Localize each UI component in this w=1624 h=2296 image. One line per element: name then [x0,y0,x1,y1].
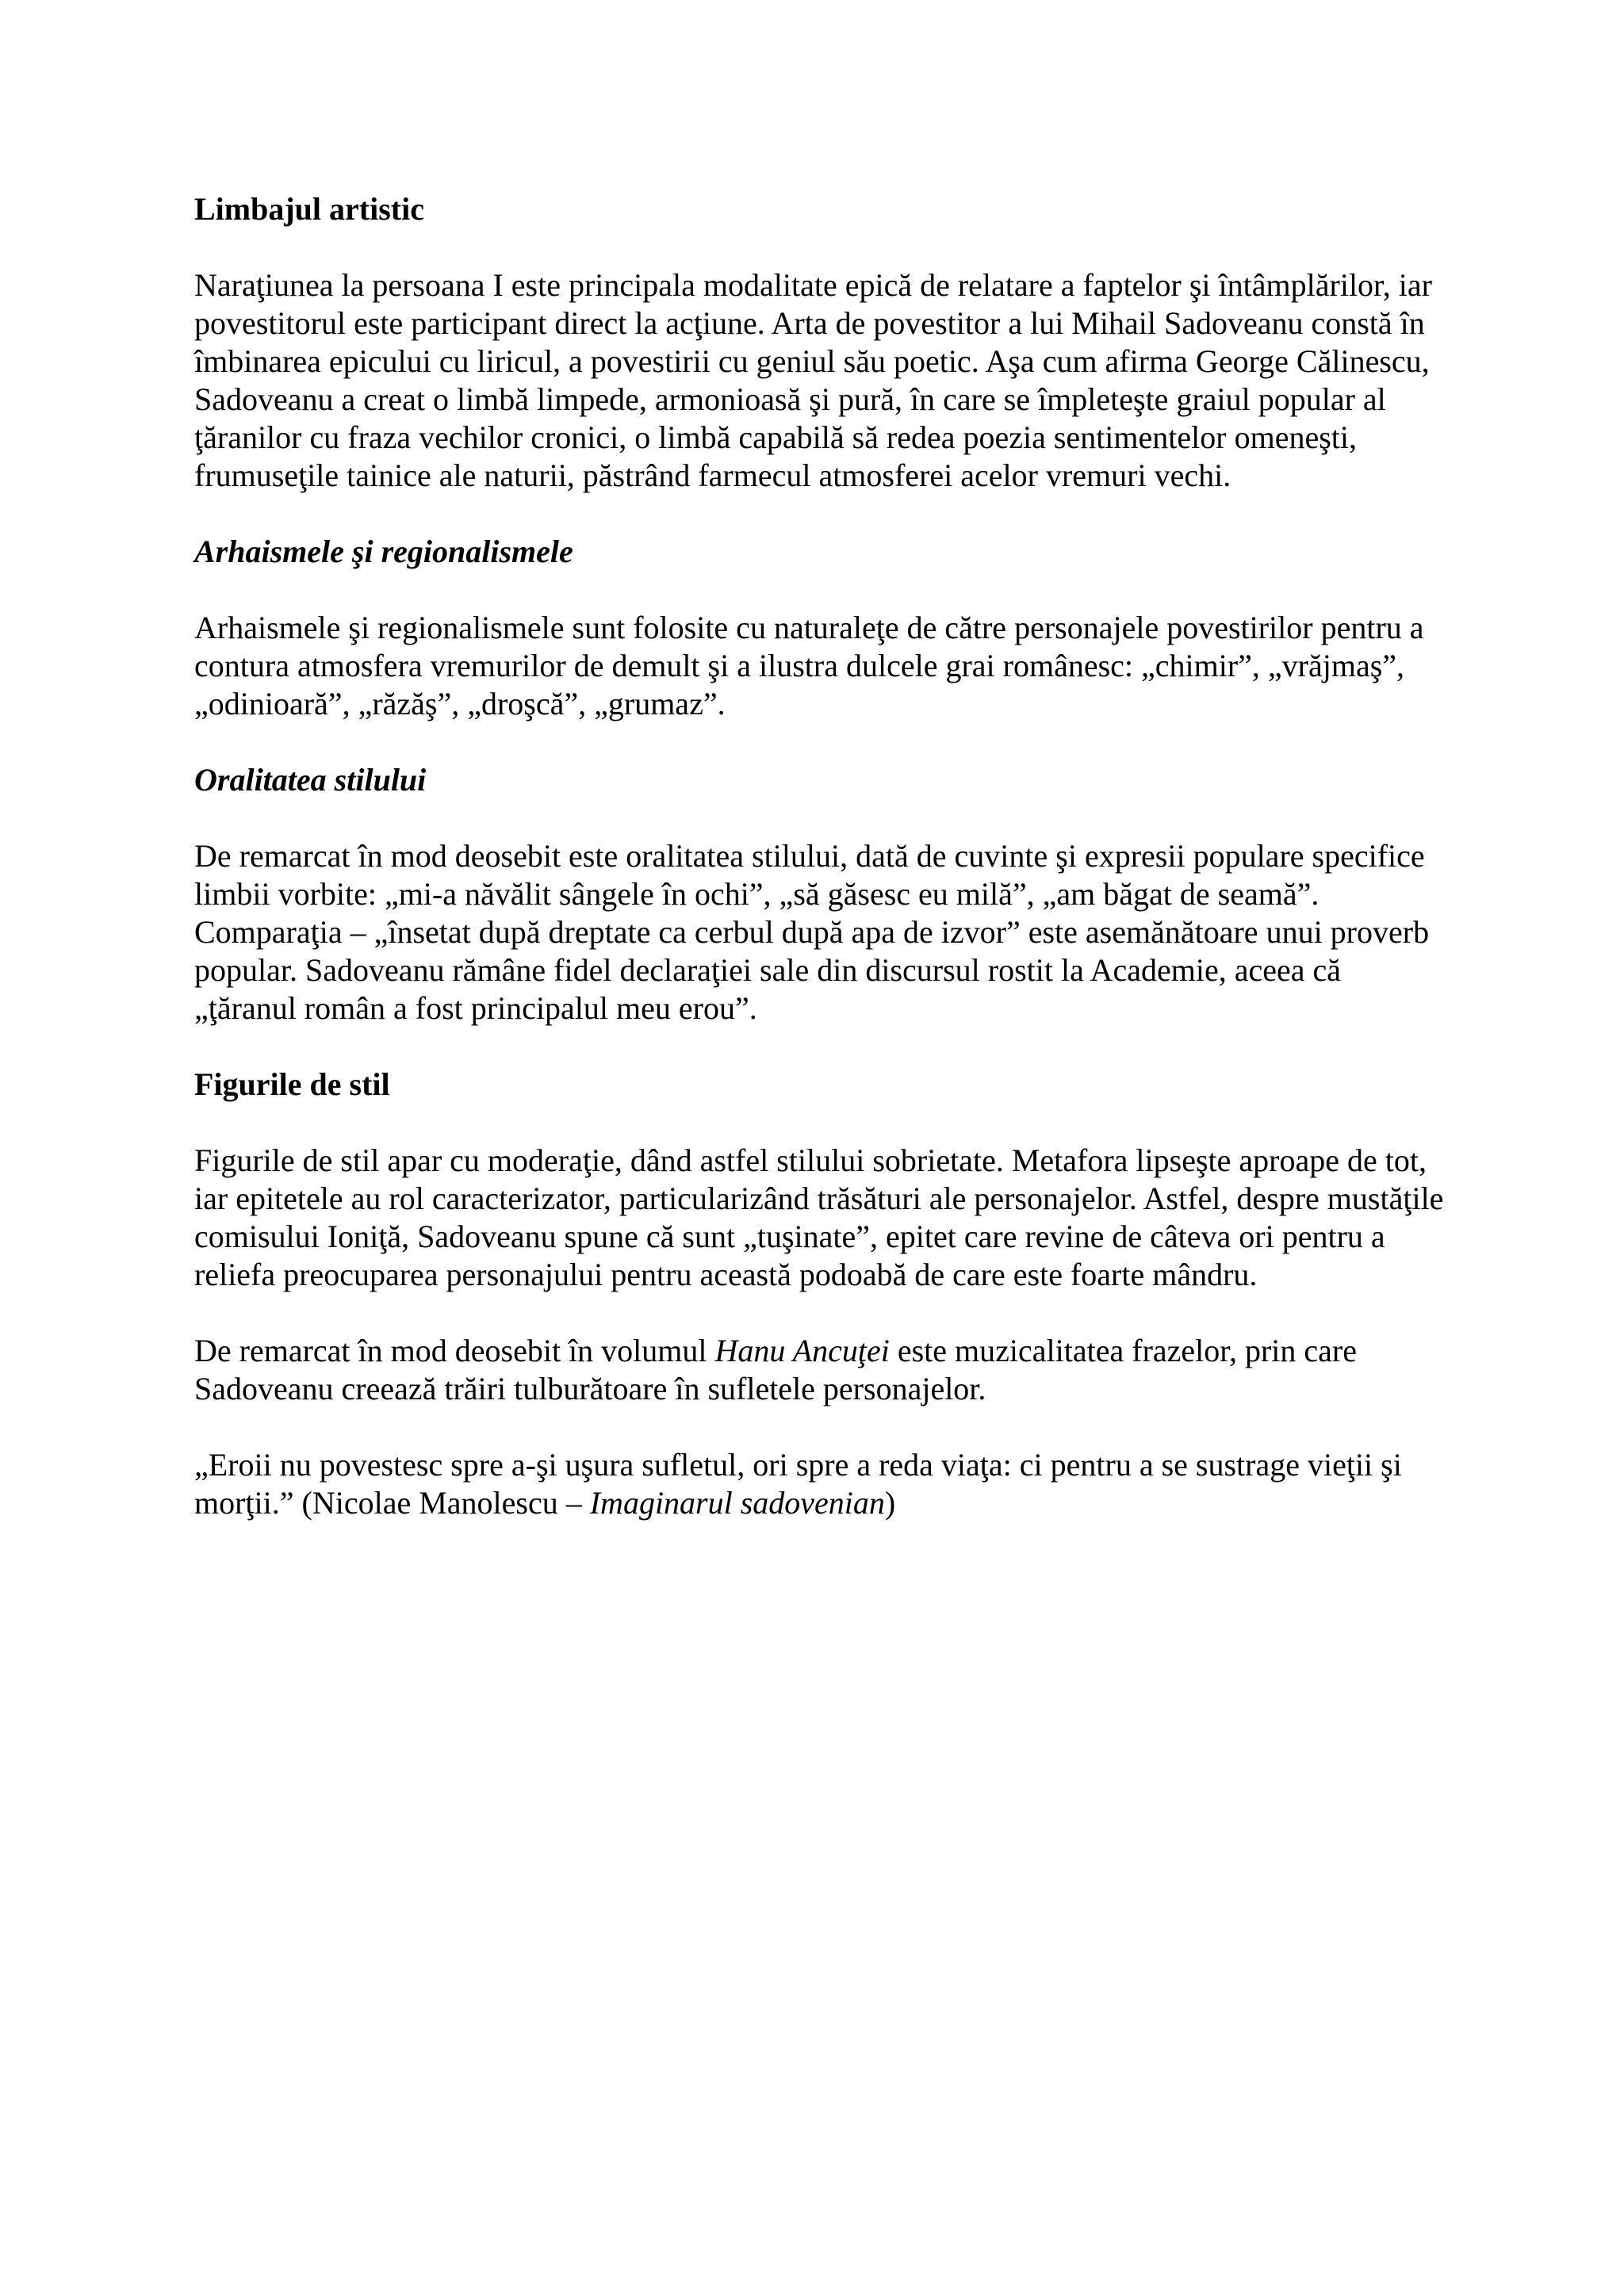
spacer [194,1104,1447,1142]
spacer [194,1294,1447,1332]
spacer [194,228,1447,266]
heading-figurile-de-stil: Figurile de stil [194,1066,390,1102]
spacer [194,723,1447,761]
book-title: Hanu Ancuţei [714,1333,890,1368]
quote-text: „Eroii nu povestesc spre a-şi uşura sufletul, ori spre a reda viaţa: ci pentru a se sustrage vieţii şi morţii.” (Nicolae Manolescu – [194,1447,1402,1521]
spacer [194,799,1447,837]
paragraph-arhaismele: Arhaismele şi regionalismele sunt folosite cu naturaleţe de către personajele povestirilor pentru a contura atmosfera vremurilor de demult şi a ilustra dulcele grai românesc: „chimir”, „vrăjmaş”, „odinioară”, „răzăş”, „droşcă”, „grumaz”. [194,610,1424,721]
heading-oralitatea: Oralitatea stilului [194,762,427,798]
paragraph-naratiunea: Naraţiunea la persoana I este principala modalitate epică de relatare a faptelor şi întâmplărilor, iar povestitorul este participant direct la acţiune. Arta de povestitor a lui Mihail Sadoveanu constă în îmbinarea epicului cu liricul, a povestirii cu geniul său poetic. Aşa cum afirma George Călinescu, Sadoveanu a creat o limbă limpede, armonioasă şi pură, în care se împleteşte graiul popular al ţăranilor cu fraza vechilor cronici, o limbă capabilă să redea poezia sentimentelor omeneşti, frumuseţile tainice ale naturii, păstrând farmecul atmosferei acelor vremuri vechi. [194,267,1432,493]
paragraph-citat-manolescu [194,1446,1447,1522]
heading-limbajul-artistic: Limbajul artistic [194,191,424,227]
text-fragment: De remarcat în mod deosebit în volumul [194,1333,715,1368]
spacer [194,1408,1447,1446]
text-fragment: este muzicalitatea frazelor, prin care Sadoveanu creează trăiri tulburătoare în sufletele personajelor. [194,1333,1357,1406]
book-title: Imaginarul sadovenian [589,1485,885,1521]
spacer [194,1027,1447,1066]
text-fragment: ) [884,1485,896,1521]
paragraph-oralitatea: De remarcat în mod deosebit este oralitatea stilului, dată de cuvinte şi expresii populare specifice limbii vorbite: „mi-a năvălit sângele în ochi”, „să găsesc eu milă”, „am băgat de seamă”. Comparaţia – „însetat după dreptate ca cerbul după apa de izvor” este asemănătoare unui proverb popular. Sadoveanu rămâne fidel declaraţiei sale din discursul rostit la Academie, aceea că „ţăranul român a fost principalul meu erou”. [194,838,1430,1026]
paragraph-muzicalitatea [194,1332,1447,1408]
paragraph-figurile: Figurile de stil apar cu moderaţie, dând astfel stilului sobrietate. Metafora lipseşte aproape de tot, iar epitetele au rol caracterizator, particularizând trăsături ale personajelor. Astfel, despre mustăţile comisului Ioniţă, Sadoveanu spune că sunt „tuşinate”, epitet care revine de câteva ori pentru a reliefa preocuparea personajului pentru această podoabă de care este foarte mândru. [194,1142,1444,1292]
document-page [194,190,1447,1522]
heading-arhaismele: Arhaismele şi regionalismele [194,534,573,569]
spacer [194,571,1447,609]
spacer [194,495,1447,533]
